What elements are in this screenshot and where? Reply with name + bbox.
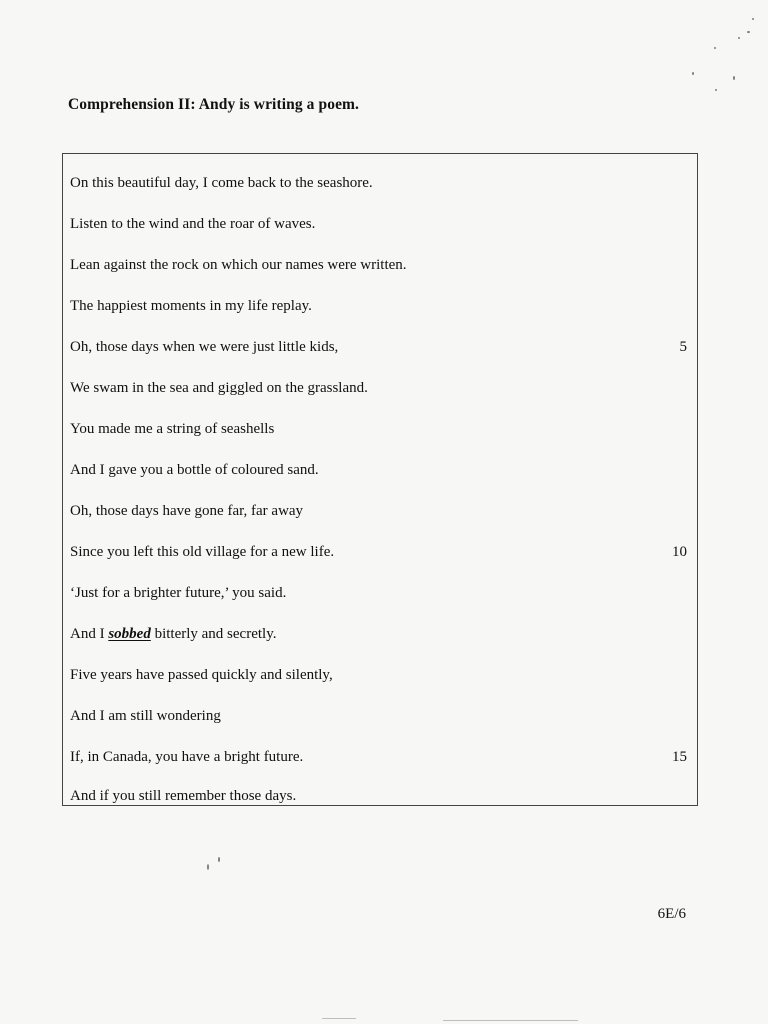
poem-line-text bbox=[70, 622, 276, 646]
poem-line-4 bbox=[70, 294, 687, 318]
poem-box bbox=[62, 153, 698, 806]
scan-speck bbox=[752, 18, 754, 20]
poem-line-text: And I gave you a bottle of coloured sand. bbox=[70, 462, 319, 478]
scan-edge-mark bbox=[443, 1020, 578, 1021]
line-number: 5 bbox=[679, 339, 687, 355]
poem-line-text: Five years have passed quickly and silently, bbox=[70, 667, 333, 683]
poem-line-text: Since you left this old village for a new life. bbox=[70, 544, 335, 560]
poem-line-15 bbox=[70, 745, 687, 769]
poem-line-16 bbox=[70, 784, 687, 808]
emphasized-word-sobbed: sobbed bbox=[108, 626, 151, 642]
poem-line-5 bbox=[70, 335, 687, 359]
scan-speck bbox=[714, 47, 716, 49]
poem-line-text: Oh, those days have gone far, far away bbox=[70, 503, 304, 519]
poem-line-text: On this beautiful day, I come back to the seashore. bbox=[70, 175, 373, 191]
scan-speck bbox=[715, 89, 717, 91]
poem-line-8 bbox=[70, 458, 687, 482]
poem-line-9 bbox=[70, 499, 687, 523]
scan-speck bbox=[747, 31, 750, 33]
poem-line-text: The happiest moments in my life replay. bbox=[70, 298, 312, 314]
poem-line-text: Lean against the rock on which our names were written. bbox=[70, 257, 407, 273]
scan-speck bbox=[733, 76, 735, 80]
poem-line-6 bbox=[70, 376, 687, 400]
poem-line-10 bbox=[70, 540, 687, 564]
line-number: 15 bbox=[672, 749, 687, 765]
scan-speck bbox=[207, 864, 209, 870]
scan-edge-mark bbox=[322, 1018, 356, 1019]
poem-line-text: ‘Just for a brighter future,’ you said. bbox=[70, 585, 287, 601]
scan-speck bbox=[218, 857, 220, 862]
poem-line-7 bbox=[70, 417, 687, 441]
poem-line-13 bbox=[70, 663, 687, 687]
poem-line-text: And if you still remember those days. bbox=[70, 788, 297, 804]
comprehension-heading: Comprehension II: Andy is writing a poem. bbox=[68, 96, 360, 113]
poem-line-3 bbox=[70, 253, 687, 277]
poem-line-14 bbox=[70, 704, 687, 728]
scan-speck bbox=[738, 37, 740, 39]
scan-speck bbox=[692, 72, 694, 75]
poem-line-text-after: bitterly and secretly. bbox=[150, 626, 277, 642]
poem-line-text: And I am still wondering bbox=[70, 708, 221, 724]
poem-line-2 bbox=[70, 212, 687, 236]
poem-line-12 bbox=[70, 622, 687, 646]
poem-line-text: Listen to the wind and the roar of waves. bbox=[70, 216, 316, 232]
poem-line-text: If, in Canada, you have a bright future. bbox=[70, 749, 304, 765]
poem-line-11 bbox=[70, 581, 687, 605]
page-code: 6E/6 bbox=[657, 906, 686, 922]
poem-line-text-before: And I bbox=[70, 626, 109, 642]
poem-line-text: You made me a string of seashells bbox=[70, 421, 275, 437]
poem-line-1 bbox=[70, 171, 687, 195]
poem-line-text: Oh, those days when we were just little kids, bbox=[70, 339, 339, 355]
line-number: 10 bbox=[672, 544, 687, 560]
poem-line-text: We swam in the sea and giggled on the grassland. bbox=[70, 380, 368, 396]
